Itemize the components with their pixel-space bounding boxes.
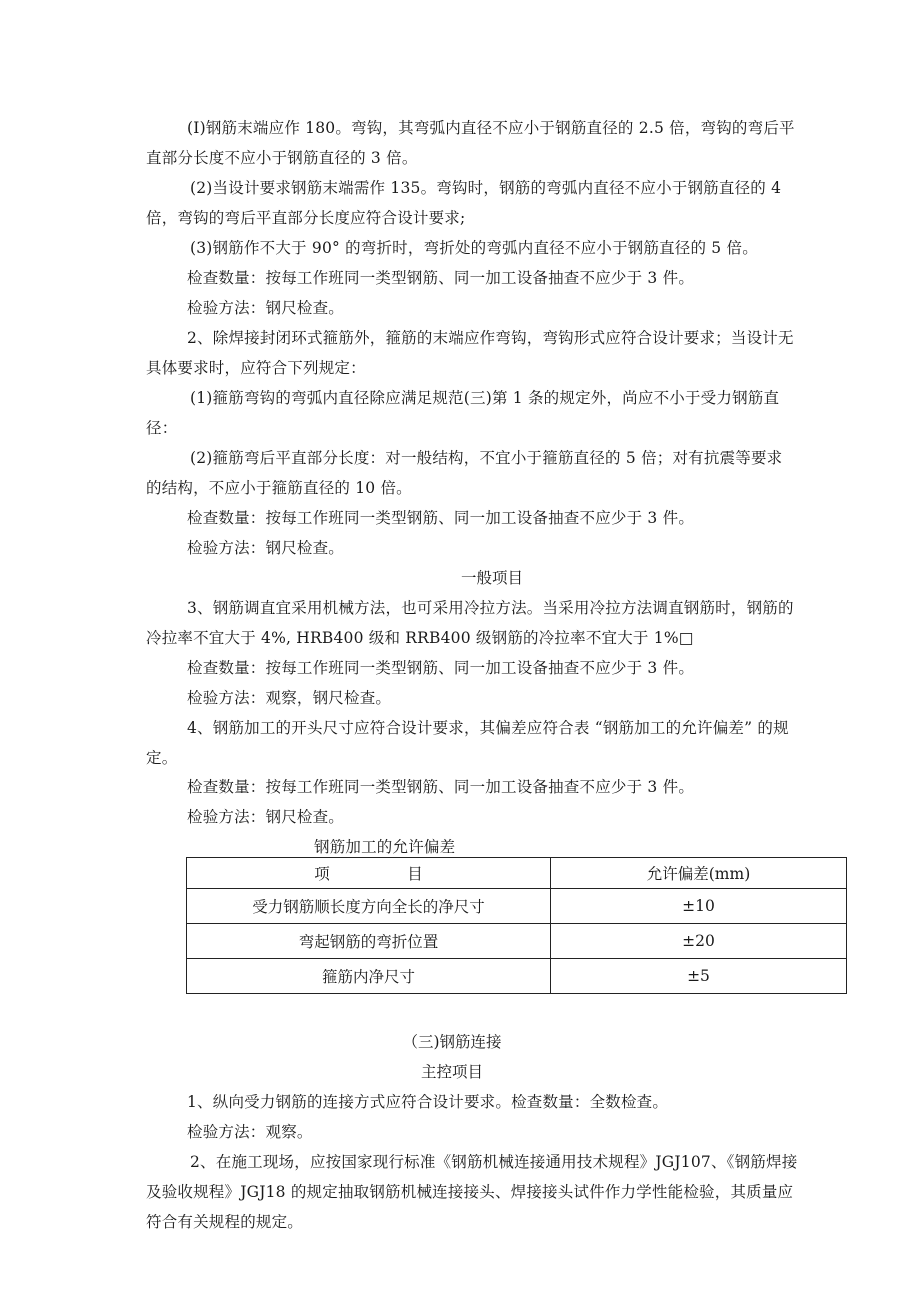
table-header-row	[187, 858, 847, 889]
table-header-cell: 允许偏差(mm)	[551, 858, 847, 889]
paragraph-line: 具体要求时，应符合下列规定：	[146, 359, 366, 377]
paragraph-line: 符合有关规程的规定。	[146, 1213, 304, 1231]
paragraph-line: 检查数量：按每工作班同一类型钢筋、同一加工设备抽查不应少于 3 件。	[187, 778, 695, 796]
table-caption: 钢筋加工的允许偏差	[314, 838, 456, 856]
paragraph-line: 4、钢筋加工的开头尺寸应符合设计要求，其偏差应符合表 “钢筋加工的允许偏差” 的规	[187, 719, 789, 737]
paragraph-line: 检验方法：钢尺检查。	[187, 539, 345, 557]
table-row	[187, 889, 847, 924]
paragraph-line: 及验收规程》JGJ18 的规定抽取钢筋机械连接接头、焊接接头试件作力学性能检验，其质量应	[146, 1183, 794, 1201]
paragraph-line: 检查数量：按每工作班同一类型钢筋、同一加工设备抽查不应少于 3 件。	[187, 509, 695, 527]
section-heading: 主控项目	[420, 1063, 484, 1081]
section-heading: 一般项目	[460, 569, 524, 587]
table-cell: 箍筋内净尺寸	[187, 959, 551, 994]
table-cell: ±5	[551, 959, 847, 994]
paragraph-line: 检验方法：钢尺检查。	[187, 808, 345, 826]
table-header-cell: 项 目	[187, 858, 551, 889]
paragraph-line: 检查数量：按每工作班同一类型钢筋、同一加工设备抽查不应少于 3 件。	[187, 659, 695, 677]
paragraph-line: 径：	[146, 419, 178, 437]
table-cell: ±10	[551, 889, 847, 924]
paragraph-line: 检验方法：观察。	[187, 1123, 313, 1141]
paragraph-line: 检验方法：钢尺检查。	[187, 299, 345, 317]
section-heading: （三)钢筋连接	[402, 1033, 502, 1051]
paragraph-line: 的结构，不应小于箍筋直径的 10 倍。	[146, 479, 412, 497]
paragraph-line: (1)箍筋弯钩的弯弧内直径除应满足规范(三)第 1 条的规定外，尚应不小于受力钢筋直	[190, 389, 780, 407]
paragraph-line: 2、在施工现场，应按国家现行标准《钢筋机械连接通用技术规程》JGJ107、《钢筋焊接	[190, 1153, 798, 1171]
table-cell: ±20	[551, 924, 847, 959]
paragraph-line: 检验方法：观察，钢尺检查。	[187, 689, 392, 707]
paragraph-line: 2、除焊接封闭环式箍筋外，箍筋的末端应作弯钩，弯钩形式应符合设计要求；当设计无	[187, 329, 794, 347]
paragraph-line: 检查数量：按每工作班同一类型钢筋、同一加工设备抽查不应少于 3 件。	[187, 269, 695, 287]
paragraph-line: 倍，弯钩的弯后平直部分长度应符合设计要求;	[146, 209, 466, 227]
paragraph-line: 1、纵向受力钢筋的连接方式应符合设计要求。检查数量：全数检查。	[187, 1093, 669, 1111]
table-cell: 受力钢筋顺长度方向全长的净尺寸	[187, 889, 551, 924]
paragraph-line: (2)箍筋弯后平直部分长度：对一般结构，不宜小于箍筋直径的 5 倍；对有抗震等要求	[190, 449, 783, 467]
table-cell: 弯起钢筋的弯折位置	[187, 924, 551, 959]
paragraph-line: (2)当设计要求钢筋末端需作 135。弯钩时，钢筋的弯弧内直径不应小于钢筋直径的 4	[190, 179, 782, 197]
paragraph-line: 3、钢筋调直宜采用机械方法，也可采用冷拉方法。当采用冷拉方法调直钢筋时，钢筋的	[187, 599, 794, 617]
paragraph-line: 冷拉率不宜大于 4%, HRB400 级和 RRB400 级钢筋的冷拉率不宜大于 1%□	[146, 629, 694, 647]
table-row	[187, 959, 847, 994]
paragraph-line: (3)钢筋作不大于 90° 的弯折时，弯折处的弯弧内直径不应小于钢筋直径的 5 倍。	[190, 239, 758, 257]
paragraph-line: 直部分长度不应小于钢筋直径的 3 倍。	[146, 149, 418, 167]
paragraph-line: (Ⅰ)钢筋末端应作 180。弯钩，其弯弧内直径不应小于钢筋直径的 2.5 倍，弯钩的弯后平	[187, 119, 795, 137]
paragraph-line: 定。	[146, 749, 178, 767]
tolerance-table	[186, 857, 847, 994]
table-row	[187, 924, 847, 959]
